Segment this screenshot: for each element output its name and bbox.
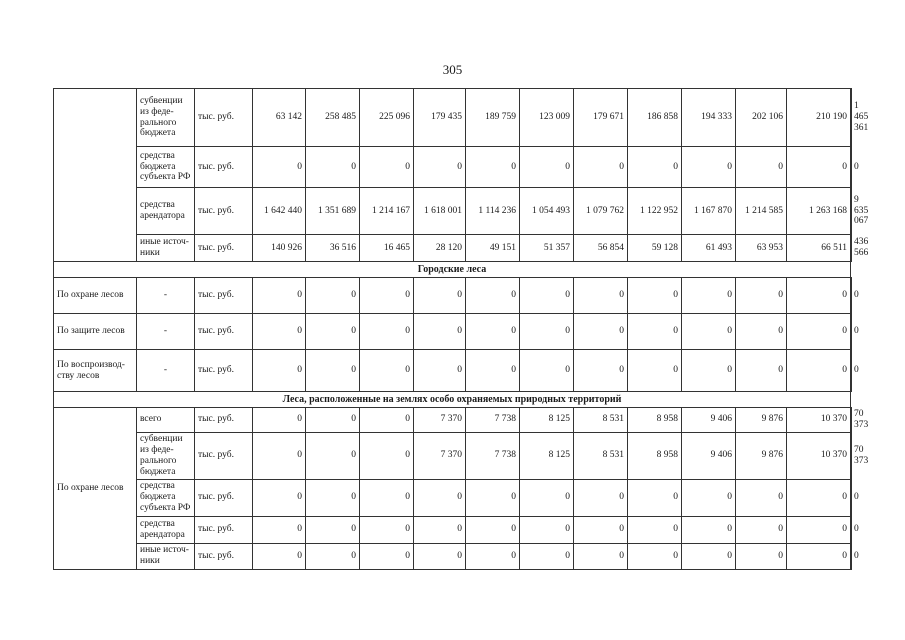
value-cell: 0 [414,543,466,569]
unit-cell: тыс. руб. [195,516,253,543]
value-cell: 0 [360,408,414,433]
source-cell: иные источ-ники [137,235,195,262]
value-cell: 0 [787,543,851,569]
value-cell: 0 [574,350,628,392]
value-cell: 0 [628,350,682,392]
value-cell: 9 406 [682,408,736,433]
value-cell: 0 [360,278,414,314]
value-cell: 1 167 870 [682,188,736,235]
value-cell: 9 406 [682,432,736,479]
table-row [54,543,852,569]
value-cell: 0 [306,147,360,188]
source-cell: субвенции из феде-рального бюджета [137,89,195,147]
value-cell: 0 [466,479,520,516]
value-cell: 0 [253,147,306,188]
value-cell: 0 [306,479,360,516]
value-cell: 0 [253,432,306,479]
value-cell: 1 214 167 [360,188,414,235]
value-cell: 0 [520,278,574,314]
value-cell: 9 876 [736,432,787,479]
value-cell: 0 [253,278,306,314]
value-cell: 194 333 [682,89,736,147]
source-cell: средства арендатора [137,188,195,235]
unit-cell: тыс. руб. [195,89,253,147]
value-cell: 123 009 [520,89,574,147]
value-cell: 0 [414,314,466,350]
value-cell: 225 096 [360,89,414,147]
value-cell: 0 [851,278,852,314]
value-cell: 66 511 [787,235,851,262]
value-cell: 7 370 [414,408,466,433]
value-cell: 0 [682,479,736,516]
value-cell: 436 566 [851,235,852,262]
value-cell: 63 953 [736,235,787,262]
value-cell: 56 854 [574,235,628,262]
value-cell: 0 [628,147,682,188]
value-cell: 0 [736,350,787,392]
source-cell: всего [137,408,195,433]
value-cell: 8 531 [574,408,628,433]
value-cell: 0 [682,543,736,569]
source-cell: средства бюджета субъекта РФ [137,479,195,516]
activity-cell: По защите лесов [54,314,137,350]
value-cell: 0 [787,479,851,516]
value-cell: 0 [360,147,414,188]
table-row [54,278,852,314]
table-row [54,235,852,262]
value-cell: 258 485 [306,89,360,147]
unit-cell: тыс. руб. [195,479,253,516]
value-cell: 0 [736,516,787,543]
table-row [54,516,852,543]
value-cell: 1 079 762 [574,188,628,235]
section-title: Леса, расположенные на землях особо охраняемых природных территорий [54,392,851,408]
value-cell: 0 [628,543,682,569]
table-row [54,479,852,516]
value-cell: 210 190 [787,89,851,147]
value-cell: 7 738 [466,432,520,479]
value-cell: 61 493 [682,235,736,262]
value-cell: 0 [360,543,414,569]
value-cell: 0 [306,543,360,569]
value-cell: 7 370 [414,432,466,479]
unit-cell: тыс. руб. [195,235,253,262]
table-row [54,350,852,392]
unit-cell: тыс. руб. [195,350,253,392]
value-cell: 0 [466,543,520,569]
value-cell: 0 [787,350,851,392]
value-cell: 0 [466,350,520,392]
table-row [54,314,852,350]
value-cell: 0 [628,516,682,543]
value-cell: 0 [253,516,306,543]
value-cell: 0 [360,479,414,516]
value-cell: 0 [574,314,628,350]
value-cell: 70 373 [851,408,852,433]
source-cell: средства бюджета субъекта РФ [137,147,195,188]
value-cell: 0 [851,314,852,350]
value-cell: 9 876 [736,408,787,433]
source-cell: средства арендатора [137,516,195,543]
value-cell: 0 [466,314,520,350]
forest-expenditure-table [53,88,869,570]
section-title: Городские леса [54,262,851,278]
value-cell: 186 858 [628,89,682,147]
table-row [54,188,852,235]
value-cell: 140 926 [253,235,306,262]
page-number: 305 [442,62,463,77]
value-cell: 0 [253,543,306,569]
value-cell: 0 [574,516,628,543]
value-cell: 0 [628,479,682,516]
value-cell: 0 [253,479,306,516]
value-cell: 0 [253,350,306,392]
value-cell: 0 [628,278,682,314]
value-cell: 51 357 [520,235,574,262]
value-cell: 36 516 [306,235,360,262]
value-cell: 1 054 493 [520,188,574,235]
value-cell: 63 142 [253,89,306,147]
table-row [54,89,852,147]
unit-cell: тыс. руб. [195,543,253,569]
activity-cell: По охране лесов [54,278,137,314]
unit-cell: тыс. руб. [195,408,253,433]
value-cell: 0 [736,147,787,188]
value-cell: 0 [520,516,574,543]
value-cell: 0 [360,516,414,543]
value-cell: 0 [306,278,360,314]
value-cell: 0 [466,278,520,314]
value-cell: 16 465 [360,235,414,262]
value-cell: 1 122 952 [628,188,682,235]
value-cell: 9 635 067 [851,188,852,235]
value-cell: 0 [682,314,736,350]
value-cell: 0 [253,314,306,350]
value-cell: 0 [520,314,574,350]
value-cell: 0 [682,147,736,188]
value-cell: 0 [253,408,306,433]
value-cell: 0 [414,147,466,188]
value-cell: 0 [787,314,851,350]
value-cell: 0 [414,479,466,516]
value-cell: 0 [306,516,360,543]
value-cell: 0 [360,314,414,350]
section-row [54,392,852,408]
unit-cell: тыс. руб. [195,314,253,350]
value-cell: 1 618 001 [414,188,466,235]
unit-cell: тыс. руб. [195,147,253,188]
value-cell: 1 351 689 [306,188,360,235]
value-cell: 0 [736,278,787,314]
value-cell: 0 [736,543,787,569]
value-cell: 0 [306,314,360,350]
value-cell: 0 [360,350,414,392]
source-cell: иные источ-ники [137,543,195,569]
value-cell: 0 [520,147,574,188]
value-cell: 0 [851,543,852,569]
value-cell: 0 [787,147,851,188]
value-cell: 0 [574,147,628,188]
value-cell: 8 958 [628,408,682,433]
activity-cell: По охране лесов [54,408,137,570]
value-cell: 0 [574,278,628,314]
activity-cell [54,89,137,262]
value-cell: 0 [682,278,736,314]
value-cell: 8 958 [628,432,682,479]
unit-cell: тыс. руб. [195,188,253,235]
value-cell: 0 [628,314,682,350]
table-row [54,432,852,479]
value-cell: 0 [682,350,736,392]
value-cell: 0 [414,278,466,314]
value-cell: 49 151 [466,235,520,262]
value-cell: 0 [851,479,852,516]
value-cell: 0 [306,350,360,392]
value-cell: 1 214 585 [736,188,787,235]
value-cell: 0 [787,278,851,314]
value-cell: 0 [520,350,574,392]
value-cell: 0 [736,479,787,516]
value-cell: 0 [851,516,852,543]
value-cell: 1 114 236 [466,188,520,235]
value-cell: 179 671 [574,89,628,147]
value-cell: 1 465 361 [851,89,852,147]
value-cell: 0 [414,516,466,543]
table-row [54,147,852,188]
value-cell: 0 [466,516,520,543]
value-cell: 59 128 [628,235,682,262]
dash-cell: - [137,278,195,314]
value-cell: 0 [682,516,736,543]
value-cell: 0 [851,147,852,188]
value-cell: 189 759 [466,89,520,147]
value-cell: 0 [736,314,787,350]
value-cell: 70 373 [851,432,852,479]
value-cell: 8 125 [520,408,574,433]
section-row [54,262,852,278]
activity-cell: По воспроизвод-ству лесов [54,350,137,392]
value-cell: 8 531 [574,432,628,479]
value-cell: 0 [574,543,628,569]
table-row [54,408,852,433]
unit-cell: тыс. руб. [195,278,253,314]
value-cell: 202 106 [736,89,787,147]
dash-cell: - [137,314,195,350]
source-cell: субвенции из феде-рального бюджета [137,432,195,479]
value-cell: 10 370 [787,408,851,433]
value-cell: 28 120 [414,235,466,262]
value-cell: 0 [520,543,574,569]
value-cell: 7 738 [466,408,520,433]
value-cell: 0 [851,350,852,392]
value-cell: 179 435 [414,89,466,147]
value-cell: 8 125 [520,432,574,479]
unit-cell: тыс. руб. [195,432,253,479]
value-cell: 0 [520,479,574,516]
value-cell: 0 [466,147,520,188]
value-cell: 0 [306,408,360,433]
value-cell: 1 263 168 [787,188,851,235]
value-cell: 0 [574,479,628,516]
value-cell: 0 [414,350,466,392]
value-cell: 0 [360,432,414,479]
dash-cell: - [137,350,195,392]
value-cell: 1 642 440 [253,188,306,235]
value-cell: 0 [787,516,851,543]
value-cell: 0 [306,432,360,479]
value-cell: 10 370 [787,432,851,479]
